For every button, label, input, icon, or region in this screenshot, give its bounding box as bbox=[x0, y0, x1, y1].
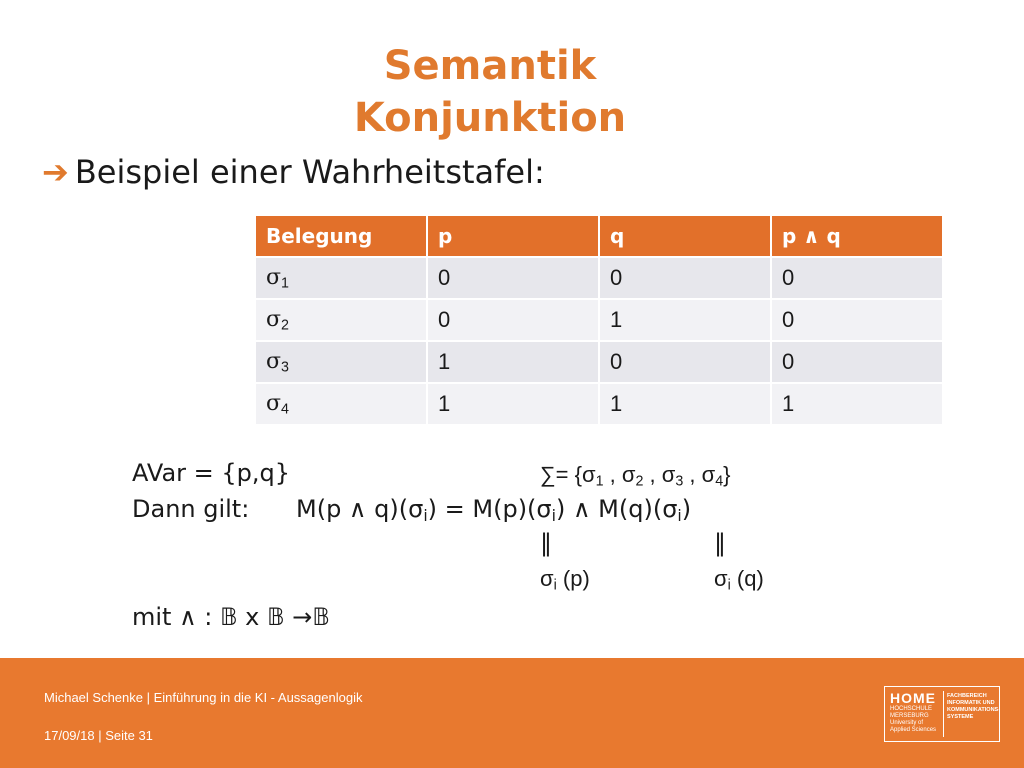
logo-university-name: HOCHSCHULE MERSEBURG University of Applied Sciences bbox=[890, 706, 937, 733]
sigma-set: ∑= {$\sigma_1$ , $\sigma_2$ , $\sigma_3$ , $\sigma_4$} bbox=[540, 462, 731, 490]
p-and-q-cell: 0 bbox=[771, 341, 943, 383]
p-cell: 0 bbox=[427, 257, 599, 299]
semantics-equation: M(p ∧ $q)(\sigma_i) = M(p)(\sigma_i)$ ∧ $M(q)(\sigma_i)$ bbox=[296, 495, 692, 525]
footer-bar bbox=[0, 658, 1024, 768]
p-cell: 0 bbox=[427, 299, 599, 341]
conjunction-signature: mit ∧ : 𝔹 x 𝔹 →𝔹 bbox=[132, 603, 330, 631]
sigma-i-q: $\sigma_i$ (q) bbox=[714, 566, 764, 594]
footer-date-page: 17/09/18 | Seite 31 bbox=[44, 728, 153, 743]
dann-gilt-label: Dann gilt: bbox=[132, 495, 250, 523]
column-header: p ∧ q bbox=[771, 215, 943, 257]
sigma-i-p: $\sigma_i$ (p) bbox=[540, 566, 590, 594]
column-header: Belegung bbox=[255, 215, 427, 257]
logo-wordmark: HOME bbox=[890, 690, 936, 706]
logo-department: FACHBEREICH INFORMATIK UND KOMMUNIKATIONS-SYSTEME bbox=[947, 693, 1001, 720]
p-cell: 1 bbox=[427, 383, 599, 425]
p-cell: 1 bbox=[427, 341, 599, 383]
belegung-cell: $\sigma_3$ bbox=[255, 341, 427, 383]
belegung-cell: $\sigma_4$ bbox=[255, 383, 427, 425]
avar-definition: AVar = {p,q} bbox=[132, 459, 291, 487]
bullet-text: Beispiel einer Wahrheitstafel: bbox=[74, 153, 545, 191]
q-cell: 1 bbox=[599, 299, 771, 341]
table-row bbox=[255, 341, 943, 383]
column-header: q bbox=[599, 215, 771, 257]
slide-title-line1: Semantik bbox=[383, 43, 597, 89]
slide-title-line2: Konjunktion bbox=[353, 95, 627, 141]
p-and-q-cell: 0 bbox=[771, 257, 943, 299]
logo-divider bbox=[943, 691, 944, 737]
p-and-q-cell: 0 bbox=[771, 299, 943, 341]
footer-author: Michael Schenke | Einführung in die KI - Aussagenlogik bbox=[44, 690, 363, 705]
table-row bbox=[255, 299, 943, 341]
table-row bbox=[255, 257, 943, 299]
table-header-row bbox=[255, 215, 943, 257]
q-cell: 0 bbox=[599, 341, 771, 383]
belegung-cell: $\sigma_2$ bbox=[255, 299, 427, 341]
parallel-mark-left: ‖ bbox=[540, 529, 552, 557]
column-header: p bbox=[427, 215, 599, 257]
university-logo bbox=[884, 686, 1000, 742]
parallel-mark-right: ‖ bbox=[714, 529, 726, 557]
q-cell: 0 bbox=[599, 257, 771, 299]
belegung-cell: $\sigma_1$ bbox=[255, 257, 427, 299]
table-row bbox=[255, 383, 943, 425]
arrow-right-icon: ➔ bbox=[42, 153, 69, 191]
bullet-line bbox=[42, 150, 545, 194]
truth-table bbox=[254, 214, 944, 426]
p-and-q-cell: 1 bbox=[771, 383, 943, 425]
q-cell: 1 bbox=[599, 383, 771, 425]
